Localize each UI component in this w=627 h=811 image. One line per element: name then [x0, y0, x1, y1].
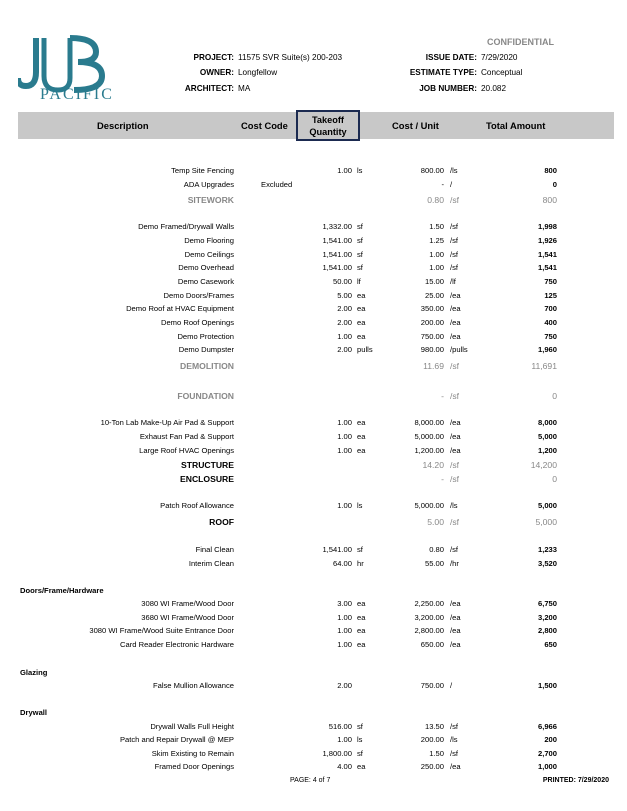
cost-cell: 0.80: [429, 545, 444, 554]
cost-unit-cell: /ea: [450, 640, 461, 649]
job-number-value: 20.082: [481, 84, 507, 93]
project-value: 11575 SVR Suite(s) 200-203: [238, 53, 343, 62]
quantity-unit-cell: sf: [357, 250, 363, 259]
cost-cell: 1.00: [429, 263, 444, 272]
cost-unit-cell: /sf: [450, 474, 460, 484]
table-row: [0, 722, 627, 734]
cost-cell: 350.00: [420, 304, 444, 313]
issue-date-label: ISSUE DATE:: [425, 53, 477, 62]
description-cell: Demo Roof at HVAC Equipment: [126, 304, 234, 313]
cost-unit-cell: /sf: [450, 391, 460, 401]
table-row: [0, 291, 627, 303]
architect-value: MA: [238, 84, 251, 93]
quantity-cell: 516.00: [328, 722, 352, 731]
cost-cell: 200.00: [420, 735, 444, 744]
total-cell: 2,800: [537, 626, 557, 635]
total-cell: 2,700: [537, 749, 557, 758]
cost-unit-cell: /: [450, 180, 453, 189]
description-cell: Patch Roof Allowance: [160, 501, 234, 510]
description-cell: Patch and Repair Drywall @ MEP: [119, 735, 234, 744]
quantity-cell: 50.00: [332, 277, 352, 286]
col-takeoff-line2: Quantity: [309, 126, 347, 137]
estimate-type-value: Conceptual: [481, 68, 523, 77]
confidential-label: CONFIDENTIAL: [487, 37, 554, 47]
cost-unit-cell: /ea: [450, 318, 461, 327]
table-row: [0, 263, 627, 275]
quantity-cell: 1.00: [337, 432, 352, 441]
total-cell: 3,520: [537, 559, 557, 568]
table-row: [0, 318, 627, 330]
total-cell: 0: [552, 474, 557, 484]
cost-cell: 15.00: [424, 277, 444, 286]
cost-cell: 5,000.00: [414, 432, 444, 441]
total-cell: 0: [552, 391, 557, 401]
description-cell: Large Roof HVAC Openings: [139, 446, 234, 455]
description-cell: Interim Clean: [188, 559, 234, 568]
description-cell: Framed Door Openings: [154, 762, 234, 771]
quantity-cell: 2.00: [337, 304, 352, 313]
description-cell: STRUCTURE: [181, 460, 234, 470]
description-cell: Demo Doors/Frames: [163, 291, 234, 300]
col-cost-unit: Cost / Unit: [392, 120, 439, 131]
table-row: [0, 250, 627, 262]
description-cell: Skim Existing to Remain: [151, 749, 234, 758]
cost-code-cell: Excluded: [261, 180, 293, 189]
description-cell: Demo Protection: [177, 332, 234, 341]
cost-cell: 5,000.00: [414, 501, 444, 510]
quantity-cell: 1,332.00: [322, 222, 352, 231]
owner-value: Longfellow: [238, 68, 278, 77]
total-cell: 3,200: [537, 613, 557, 622]
section-heading: Glazing: [20, 668, 48, 677]
total-cell: 800: [544, 166, 557, 175]
table-row: [0, 277, 627, 289]
col-cost-code: Cost Code: [241, 120, 288, 131]
table-row: [0, 545, 627, 557]
brand-text: PACIFIC: [40, 86, 114, 103]
cost-unit-cell: /ea: [450, 762, 461, 771]
description-cell: Demo Framed/Drywall Walls: [138, 222, 234, 231]
subtotal-row: [0, 195, 627, 207]
section-heading: Doors/Frame/Hardware: [20, 586, 104, 595]
subtotal-row: [0, 361, 627, 373]
quantity-unit-cell: lf: [357, 277, 361, 286]
quantity-cell: 1,800.00: [322, 749, 352, 758]
cost-cell: -: [441, 180, 444, 189]
cost-cell: 1.50: [429, 222, 444, 231]
cost-cell: 5.00: [427, 517, 444, 527]
total-cell: 6,750: [537, 599, 557, 608]
cost-unit-cell: /ea: [450, 432, 461, 441]
section-heading: Drywall: [20, 708, 48, 717]
description-cell: DEMOLITION: [180, 361, 234, 371]
quantity-unit-cell: sf: [357, 263, 363, 272]
total-cell: 1,200: [537, 446, 557, 455]
table-row: [0, 613, 627, 625]
cost-unit-cell: /pulls: [450, 345, 468, 354]
quantity-unit-cell: pulls: [357, 345, 373, 354]
cost-unit-cell: /ls: [450, 166, 458, 175]
quantity-cell: 2.00: [337, 318, 352, 327]
description-cell: Temp Site Fencing: [171, 166, 234, 175]
total-cell: 400: [544, 318, 557, 327]
project-label: PROJECT:: [193, 53, 234, 62]
description-cell: 3080 WI Frame/Wood Door: [141, 599, 234, 608]
cost-unit-cell: /sf: [450, 722, 459, 731]
subtotal-row: [0, 517, 627, 529]
cost-cell: 1,200.00: [414, 446, 444, 455]
col-description: Description: [97, 120, 149, 131]
total-cell: 650: [544, 640, 557, 649]
cost-cell: 250.00: [420, 762, 444, 771]
table-row: [0, 166, 627, 178]
total-cell: 1,926: [537, 236, 557, 245]
quantity-unit-cell: ea: [357, 446, 366, 455]
quantity-cell: 1.00: [337, 501, 352, 510]
description-cell: False Mullion Allowance: [152, 681, 234, 690]
table-row: [0, 735, 627, 747]
cost-cell: 650.00: [420, 640, 444, 649]
table-row: [0, 180, 627, 192]
quantity-unit-cell: ea: [357, 599, 366, 608]
quantity-cell: 1.00: [337, 613, 352, 622]
col-takeoff-line1: Takeoff: [312, 115, 344, 125]
total-cell: 14,200: [530, 460, 557, 470]
cost-cell: 2,250.00: [414, 599, 444, 608]
description-cell: Card Reader Electronic Hardware: [120, 640, 234, 649]
quantity-unit-cell: sf: [357, 222, 363, 231]
total-cell: 5,000: [537, 501, 557, 510]
total-cell: 11,691: [531, 361, 557, 371]
description-cell: Demo Dumpster: [178, 345, 234, 354]
cost-unit-cell: /ls: [450, 501, 458, 510]
quantity-cell: 1.00: [337, 735, 352, 744]
cost-unit-cell: /ea: [450, 613, 461, 622]
cost-cell: -: [441, 474, 444, 484]
description-cell: Demo Casework: [177, 277, 234, 286]
table-row: [0, 501, 627, 513]
description-cell: 3680 WI Frame/Wood Door: [141, 613, 234, 622]
description-cell: ENCLOSURE: [180, 474, 234, 484]
cost-unit-cell: /ea: [450, 332, 461, 341]
description-cell: Exhaust Fan Pad & Support: [139, 432, 234, 441]
cost-cell: 11.69: [423, 361, 444, 371]
quantity-unit-cell: ea: [357, 640, 366, 649]
table-row: [0, 304, 627, 316]
cost-unit-cell: /ea: [450, 599, 461, 608]
description-cell: Demo Flooring: [184, 236, 234, 245]
cost-cell: 980.00: [420, 345, 444, 354]
architect-label: ARCHITECT:: [184, 84, 234, 93]
quantity-cell: 1.00: [337, 640, 352, 649]
cost-unit-cell: /sf: [450, 545, 459, 554]
quantity-unit-cell: sf: [357, 722, 363, 731]
cost-unit-cell: /sf: [450, 222, 459, 231]
description-cell: ADA Upgrades: [183, 180, 234, 189]
subtotal-row: [0, 474, 627, 486]
cost-cell: 1.50: [429, 749, 444, 758]
quantity-cell: 1,541.00: [322, 263, 352, 272]
table-row: [0, 222, 627, 234]
cost-cell: 1.00: [429, 250, 444, 259]
cost-unit-cell: /ea: [450, 418, 461, 427]
description-cell: Demo Roof Openings: [160, 318, 234, 327]
page-number: PAGE: 4 of 7: [290, 777, 331, 784]
cost-cell: 750.00: [420, 681, 444, 690]
quantity-unit-cell: sf: [357, 749, 363, 758]
description-cell: 10-Ton Lab Make-Up Air Pad & Support: [100, 418, 234, 427]
quantity-unit-cell: ea: [357, 318, 366, 327]
quantity-cell: 1.00: [337, 418, 352, 427]
cost-cell: 55.00: [424, 559, 444, 568]
cost-unit-cell: /ea: [450, 446, 461, 455]
description-cell: SITEWORK: [187, 195, 234, 205]
cost-unit-cell: /sf: [450, 460, 460, 470]
quantity-unit-cell: ea: [357, 762, 366, 771]
table-row: [0, 332, 627, 344]
cost-unit-cell: /ea: [450, 291, 461, 300]
cost-cell: 750.00: [420, 332, 444, 341]
cost-cell: 0.80: [427, 195, 444, 205]
total-cell: 8,000: [537, 418, 557, 427]
quantity-unit-cell: ea: [357, 291, 366, 300]
cost-cell: 1.25: [429, 236, 444, 245]
description-cell: Final Clean: [195, 545, 234, 554]
quantity-cell: 4.00: [337, 762, 352, 771]
cost-cell: 200.00: [420, 318, 444, 327]
cost-unit-cell: /sf: [450, 361, 460, 371]
table-row: [0, 749, 627, 761]
total-cell: 1,500: [537, 681, 557, 690]
col-total-amount: Total Amount: [486, 120, 546, 131]
cost-cell: 13.50: [424, 722, 444, 731]
quantity-cell: 64.00: [332, 559, 352, 568]
quantity-cell: 1.00: [337, 166, 352, 175]
total-cell: 1,998: [537, 222, 557, 231]
quantity-unit-cell: ls: [357, 166, 363, 175]
cost-unit-cell: /ea: [450, 304, 461, 313]
quantity-unit-cell: sf: [357, 545, 363, 554]
description-cell: Demo Overhead: [178, 263, 234, 272]
cost-cell: 800.00: [420, 166, 444, 175]
description-cell: FOUNDATION: [177, 391, 234, 401]
quantity-unit-cell: ea: [357, 432, 366, 441]
quantity-cell: 1,541.00: [322, 236, 352, 245]
cost-unit-cell: /sf: [450, 250, 459, 259]
quantity-unit-cell: sf: [357, 236, 363, 245]
description-cell: 3080 WI Frame/Wood Suite Entrance Door: [89, 626, 234, 635]
quantity-unit-cell: hr: [357, 559, 364, 568]
description-cell: Demo Ceilings: [184, 250, 234, 259]
cost-unit-cell: /sf: [450, 517, 460, 527]
cost-unit-cell: /: [450, 681, 453, 690]
cost-cell: -: [441, 391, 444, 401]
table-row: [0, 418, 627, 430]
total-cell: 200: [544, 735, 557, 744]
table-row: [0, 432, 627, 444]
quantity-cell: 5.00: [337, 291, 352, 300]
cost-unit-cell: /ea: [450, 626, 461, 635]
quantity-cell: 2.00: [337, 345, 352, 354]
quantity-unit-cell: ls: [357, 735, 363, 744]
table-row: [0, 762, 627, 774]
quantity-cell: 1.00: [337, 446, 352, 455]
cost-unit-cell: /hr: [450, 559, 459, 568]
table-row: [0, 626, 627, 638]
printed-date: PRINTED: 7/29/2020: [542, 777, 609, 784]
total-cell: 700: [544, 304, 557, 313]
cost-cell: 25.00: [424, 291, 444, 300]
total-cell: 125: [544, 291, 557, 300]
quantity-unit-cell: ea: [357, 613, 366, 622]
quantity-unit-cell: ea: [357, 332, 366, 341]
total-cell: 5,000: [535, 517, 557, 527]
quantity-cell: 1,541.00: [322, 545, 352, 554]
job-number-label: JOB NUMBER:: [419, 84, 477, 93]
total-cell: 1,541: [537, 250, 557, 259]
total-cell: 1,541: [537, 263, 557, 272]
cost-cell: 8,000.00: [414, 418, 444, 427]
quantity-unit-cell: ls: [357, 501, 363, 510]
quantity-unit-cell: ea: [357, 304, 366, 313]
col-takeoff-quantity: [296, 110, 360, 141]
quantity-unit-cell: ea: [357, 626, 366, 635]
subtotal-row: [0, 460, 627, 472]
total-cell: 750: [544, 332, 557, 341]
quantity-cell: 2.00: [337, 681, 352, 690]
table-row: [0, 681, 627, 693]
cost-cell: 3,200.00: [414, 613, 444, 622]
table-row: [0, 640, 627, 652]
description-cell: Drywall Walls Full Height: [150, 722, 234, 731]
table-row: [0, 345, 627, 357]
total-cell: 6,966: [537, 722, 557, 731]
total-cell: 750: [544, 277, 557, 286]
description-cell: ROOF: [209, 517, 234, 527]
total-cell: 1,233: [537, 545, 557, 554]
cost-unit-cell: /ls: [450, 735, 458, 744]
cost-unit-cell: /sf: [450, 236, 459, 245]
subtotal-row: [0, 391, 627, 403]
total-cell: 800: [542, 195, 557, 205]
quantity-cell: 1.00: [337, 626, 352, 635]
quantity-cell: 3.00: [337, 599, 352, 608]
quantity-cell: 1.00: [337, 332, 352, 341]
table-row: [0, 599, 627, 611]
estimate-type-label: ESTIMATE TYPE:: [409, 68, 477, 77]
cost-cell: 14.20: [422, 460, 444, 470]
issue-date-value: 7/29/2020: [481, 53, 518, 62]
total-cell: 1,000: [537, 762, 557, 771]
cost-unit-cell: /sf: [450, 749, 459, 758]
owner-label: OWNER:: [199, 68, 234, 77]
total-cell: 0: [552, 180, 557, 189]
table-row: [0, 559, 627, 571]
total-cell: 1,960: [537, 345, 557, 354]
table-row: [0, 446, 627, 458]
cost-cell: 2,800.00: [414, 626, 444, 635]
quantity-unit-cell: ea: [357, 418, 366, 427]
table-row: [0, 236, 627, 248]
cost-unit-cell: /sf: [450, 263, 459, 272]
quantity-cell: 1,541.00: [322, 250, 352, 259]
cost-unit-cell: /sf: [450, 195, 460, 205]
cost-unit-cell: /lf: [450, 277, 456, 286]
total-cell: 5,000: [537, 432, 557, 441]
